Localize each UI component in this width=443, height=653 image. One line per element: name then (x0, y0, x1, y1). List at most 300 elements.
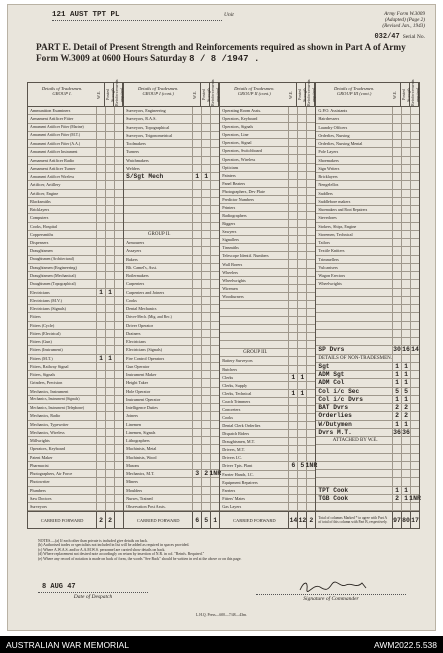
row-cell (297, 325, 306, 332)
column-header-title: Details of Tradesmen. GROUP I. (41, 86, 83, 96)
row-cell (192, 429, 201, 436)
column-header (28, 79, 125, 107)
row-label: Electricians (M.V.) (30, 297, 62, 303)
row-label: Armament Artificer Instrument (30, 149, 78, 154)
row-cell (306, 212, 315, 219)
row-cell (105, 404, 114, 411)
row-cell (288, 366, 297, 373)
table-row (316, 148, 419, 156)
row-label: Clerks, Technical (222, 390, 252, 396)
table-row (28, 346, 123, 354)
row-cell (114, 165, 123, 172)
table-row (28, 289, 123, 297)
table-row (316, 495, 419, 503)
row-cell (96, 338, 105, 345)
row-cell (306, 204, 315, 211)
row-cell (96, 198, 105, 205)
table-row (28, 198, 123, 206)
row-cell (105, 256, 114, 263)
row-cell (114, 404, 123, 411)
row-label: Mechanics, Instrument (30, 388, 69, 394)
row-cell (401, 462, 410, 469)
row-cell (201, 247, 210, 254)
row-cell (210, 445, 219, 452)
table-row (220, 244, 315, 252)
row-cell (105, 223, 114, 230)
row-label: Artificer, Artillery (30, 182, 61, 188)
row-cell (96, 313, 105, 320)
row-label: Operators, Keyboard (30, 446, 66, 452)
row-cell (401, 173, 410, 180)
row-label: Mechanics, Typewriter (30, 421, 69, 427)
row-cell (410, 256, 419, 263)
row-cell (297, 196, 306, 203)
table-row (124, 330, 219, 338)
row-cell (201, 355, 210, 362)
row-cell (192, 412, 201, 419)
row-label: Electricians (Signals) (126, 347, 163, 353)
carried-forward-cell: 80 (401, 512, 410, 528)
table-row (220, 414, 315, 422)
row-cell (201, 231, 210, 238)
row-cell (96, 214, 105, 221)
row-cell (192, 223, 201, 230)
row-cell (392, 223, 401, 230)
row-cell (306, 228, 315, 235)
row-label: Dispatch Riders (222, 431, 250, 437)
row-cell (401, 198, 410, 205)
table-row (220, 471, 315, 479)
row-label: Radiographers (222, 213, 247, 219)
table-row (316, 173, 419, 181)
column-header (220, 79, 317, 107)
row-cell (114, 462, 123, 469)
row-cell (401, 247, 410, 254)
table-row (316, 140, 419, 148)
table-row (28, 247, 123, 255)
row-cell (114, 157, 123, 164)
row-cell (288, 325, 297, 332)
row-cell (114, 181, 123, 188)
row-cell (392, 470, 401, 477)
row-label: Operating Room Assts. (222, 108, 262, 114)
row-cell (288, 446, 297, 453)
row-cell (201, 396, 210, 403)
row-cell (96, 297, 105, 304)
row-cell (392, 280, 401, 287)
row-label (220, 333, 288, 340)
table-row (28, 148, 123, 156)
table-row (124, 305, 219, 313)
row-label (124, 181, 192, 188)
row-label: SP Dvrs (318, 346, 345, 354)
row-label: Blacksmiths (30, 198, 51, 204)
row-label (124, 190, 192, 197)
row-cell (297, 180, 306, 187)
row-cell: 2 (392, 495, 401, 502)
row-cell (96, 495, 105, 502)
row-cell (114, 223, 123, 230)
row-cell: 2 (392, 404, 401, 411)
row-cell (306, 252, 315, 259)
table-row (220, 479, 315, 487)
row-label: Dispensers (30, 240, 49, 246)
row-label: Intelligence Duties (126, 405, 158, 411)
row-label (316, 478, 392, 485)
table-row (28, 487, 123, 495)
row-cell (105, 165, 114, 172)
table-row (124, 264, 219, 272)
table-row (316, 190, 419, 198)
table-row (316, 272, 419, 280)
table-column (316, 79, 421, 528)
row-cell (297, 317, 306, 324)
table-row (124, 363, 219, 371)
row-cell (201, 322, 210, 329)
row-cell (288, 188, 297, 195)
table-row (28, 470, 123, 478)
row-cell (114, 313, 123, 320)
row-cell (410, 429, 419, 436)
row-label: Panel Beaters (222, 180, 246, 186)
table-row (124, 231, 219, 239)
row-label: Storemen, Technical (318, 231, 353, 237)
row-label: Photographers, Dev Plate (222, 188, 265, 194)
row-cell (392, 330, 401, 337)
row-cell (392, 157, 401, 164)
row-cell (410, 330, 419, 337)
row-cell (306, 196, 315, 203)
row-label: Armament Artificer Radio (30, 157, 75, 163)
row-cell (210, 503, 219, 510)
row-label: Gun Operator (126, 363, 150, 369)
row-label: Joiners (126, 413, 138, 419)
row-cell (201, 363, 210, 370)
row-cell (192, 198, 201, 205)
row-cell (114, 148, 123, 155)
row-label: Surveyors (30, 504, 47, 510)
row-label: Clerks, Supply (222, 382, 248, 388)
row-cell: 1 (401, 371, 410, 378)
row-cell (114, 346, 123, 353)
row-cell (96, 272, 105, 279)
row-cell (306, 317, 315, 324)
row-cell: 1 (392, 371, 401, 378)
row-cell (210, 454, 219, 461)
row-cell (114, 478, 123, 485)
row-cell (288, 147, 297, 154)
row-label: Bricklayers (318, 174, 338, 180)
table-row (220, 349, 315, 357)
row-label (124, 214, 192, 221)
row-cell (410, 363, 419, 370)
form-id-line: (Adapted) (Page 2) (384, 17, 425, 23)
row-cell (288, 204, 297, 211)
table-row (316, 289, 419, 297)
column-header (124, 79, 221, 107)
row-cell (288, 115, 297, 122)
row-cell (392, 297, 401, 304)
table-row (28, 495, 123, 503)
row-label: Tailors (318, 240, 330, 246)
row-label: Saddlers (318, 190, 333, 196)
row-label: Armourers (126, 240, 145, 246)
row-cell (201, 454, 210, 461)
row-label: Mechanics, Instrument (Telephone) (30, 405, 85, 410)
row-label: Observation Post Assts. (126, 504, 166, 510)
table-row (28, 421, 123, 429)
row-cell (288, 293, 297, 300)
row-label: Operators, Switchboard (222, 148, 263, 154)
row-cell (210, 305, 219, 312)
carried-forward-row (124, 511, 219, 528)
row-cell (401, 280, 410, 287)
row-cell (114, 107, 123, 114)
form-id-line: Army Form W.3009 (384, 11, 425, 17)
row-label (316, 462, 392, 469)
row-cell (306, 236, 315, 243)
table-row (220, 147, 315, 155)
row-cell (401, 107, 410, 114)
table-row (316, 388, 419, 396)
row-cell (297, 471, 306, 478)
row-cell (210, 429, 219, 436)
table-row (316, 429, 419, 437)
row-cell (192, 272, 201, 279)
row-cell (114, 124, 123, 131)
row-label: Col i/c Sec (318, 387, 360, 395)
row-cell (401, 140, 410, 147)
row-label: Boilermakers (126, 273, 149, 279)
row-cell: 3 (192, 470, 201, 477)
row-cell (306, 285, 315, 292)
row-label: Armament Artificer Fitter (Marine) (30, 125, 84, 130)
row-cell: 1NR (305, 462, 318, 470)
row-cell: 36 (393, 428, 401, 436)
row-label: Armament Artificer Fitter (A.A.) (30, 141, 81, 146)
row-cell (392, 198, 401, 205)
row-cell (288, 220, 297, 227)
table-row (28, 363, 123, 371)
row-cell (288, 196, 297, 203)
table-row (316, 445, 419, 453)
row-cell (297, 107, 306, 114)
row-label: Millwrights (30, 438, 50, 444)
row-cell (192, 330, 201, 337)
row-cell (288, 228, 297, 235)
row-cell (114, 264, 123, 271)
row-cell (392, 272, 401, 279)
row-cell (210, 404, 219, 411)
row-cell (401, 272, 410, 279)
row-cell (201, 305, 210, 312)
table-row (220, 277, 315, 285)
row-cell (105, 396, 114, 403)
row-cell (410, 157, 419, 164)
table-row (316, 478, 419, 486)
row-cell (288, 260, 297, 267)
commander-signature (298, 579, 378, 593)
row-cell (410, 421, 419, 428)
row-cell (297, 269, 306, 276)
row-cell (210, 140, 219, 147)
row-cell: 5 (297, 462, 306, 469)
table-row (28, 157, 123, 165)
row-cell (105, 487, 114, 494)
row-cell (401, 454, 410, 461)
row-cell (210, 421, 219, 428)
row-label: Bricklayers (30, 207, 50, 213)
row-cell (114, 198, 123, 205)
row-cell (201, 140, 210, 147)
row-label: ATTACHED BY W.E. (332, 438, 378, 444)
row-cell (306, 390, 315, 397)
row-label: Driver Tpts. Plant (222, 463, 253, 469)
row-cell (392, 313, 401, 320)
row-cell (201, 429, 210, 436)
table-row (124, 313, 219, 321)
row-label: Miners (126, 479, 138, 485)
row-cell (114, 247, 123, 254)
row-cell (306, 406, 315, 413)
table-row (316, 396, 419, 404)
row-cell (105, 445, 114, 452)
row-label: Concreters (222, 406, 241, 412)
row-cell (105, 198, 114, 205)
table-row (28, 445, 123, 453)
table-row (316, 198, 419, 206)
row-cell (96, 470, 105, 477)
row-cell (401, 231, 410, 238)
row-cell (297, 454, 306, 461)
row-label (316, 338, 392, 345)
row-label: Grinders, Precision (30, 380, 63, 386)
row-cell (210, 115, 219, 122)
row-cell (401, 264, 410, 271)
table-row (316, 412, 419, 420)
row-label (124, 223, 192, 230)
table-row (220, 317, 315, 325)
table-row (316, 124, 419, 132)
row-label: Wall Borers (222, 261, 243, 267)
row-cell (410, 379, 419, 386)
row-cell (306, 301, 315, 308)
row-cell (192, 388, 201, 395)
note-line: (c) Where A.W.A.S. and/or A.A.M.W.S. personnel are carried show details on back. (38, 547, 166, 552)
row-cell (306, 503, 315, 510)
row-label: Surveyors, Engineering (126, 108, 166, 114)
row-label: Draughtsmen (30, 248, 53, 254)
table-row (316, 379, 419, 387)
row-cell (297, 252, 306, 259)
row-label: Linemen, Signals (126, 429, 156, 435)
row-cell (297, 155, 306, 162)
row-cell (410, 338, 419, 345)
table-row (124, 437, 219, 445)
carried-forward-cell: 5 (201, 512, 210, 528)
row-cell (210, 297, 219, 304)
table-row (124, 396, 219, 404)
row-cell (401, 478, 410, 485)
row-label: W/Dutymen (318, 420, 352, 428)
row-label: Surveyors, Trigonometrical (126, 132, 173, 138)
row-cell (201, 115, 210, 122)
row-label: Carpenters (126, 281, 145, 287)
table-row (124, 338, 219, 346)
row-cell (288, 269, 297, 276)
table-row (124, 181, 219, 189)
table-row (124, 404, 219, 412)
row-cell (96, 239, 105, 246)
row-cell (114, 388, 123, 395)
row-cell (401, 190, 410, 197)
row-cell (96, 223, 105, 230)
row-cell (201, 346, 210, 353)
row-cell (288, 430, 297, 437)
row-cell (105, 388, 114, 395)
row-cell (114, 470, 123, 477)
table-row (28, 322, 123, 330)
row-label: Armament Artificer Turner (30, 165, 76, 171)
table-row (316, 247, 419, 255)
row-cell (114, 289, 123, 296)
row-cell (105, 206, 114, 213)
row-cell (192, 280, 201, 287)
row-cell (201, 412, 210, 419)
row-label (316, 305, 392, 312)
row-cell (410, 247, 419, 254)
row-cell (210, 495, 219, 502)
row-cell (114, 379, 123, 386)
row-cell (114, 214, 123, 221)
serial-label: Serial No. (402, 34, 425, 40)
row-cell (297, 422, 306, 429)
row-cell (297, 212, 306, 219)
row-label: Carpenters and Joiners (126, 289, 165, 295)
row-cell (114, 280, 123, 287)
row-cell (105, 338, 114, 345)
row-cell (392, 454, 401, 461)
row-cell (201, 132, 210, 139)
row-cell (410, 181, 419, 188)
row-cell (201, 445, 210, 452)
row-cell (96, 190, 105, 197)
row-cell: 6 (288, 462, 297, 469)
row-cell (192, 421, 201, 428)
row-cell (105, 264, 114, 271)
table-row (316, 280, 419, 288)
row-cell: 5 (392, 388, 401, 395)
row-cell (96, 107, 105, 114)
row-cell (306, 131, 315, 138)
row-cell (306, 277, 315, 284)
row-cell (306, 366, 315, 373)
row-cell (114, 371, 123, 378)
row-cell (114, 454, 123, 461)
row-label: Orderlies, Nursing (318, 132, 350, 138)
row-cell (114, 297, 123, 304)
table-row (28, 330, 123, 338)
row-cell (392, 355, 401, 362)
table-row (28, 239, 123, 247)
row-cell (96, 404, 105, 411)
row-cell (410, 487, 419, 494)
row-cell (201, 338, 210, 345)
row-label: GROUP II. (147, 231, 171, 237)
row-cell (192, 297, 201, 304)
row-cell (401, 223, 410, 230)
row-cell (306, 220, 315, 227)
